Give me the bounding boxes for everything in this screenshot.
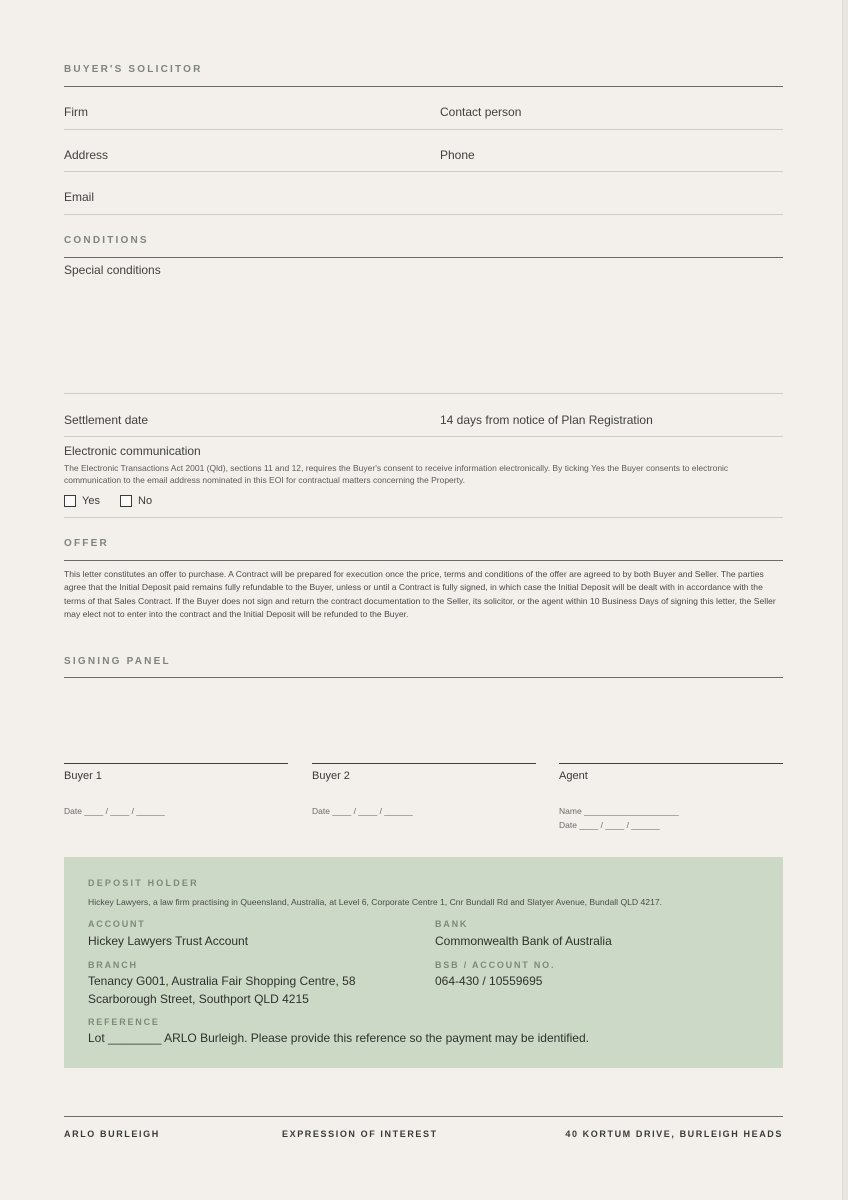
bsb-account-value: 064-430 / 10559695	[435, 974, 543, 988]
page-edge	[842, 0, 848, 1200]
footer-right: 40 KORTUM DRIVE, BURLEIGH HEADS	[565, 1129, 783, 1139]
field-rule	[64, 517, 783, 518]
field-rule	[64, 129, 783, 130]
consent-no-option[interactable]	[120, 492, 152, 510]
buyer1-label: Buyer 1	[64, 770, 102, 782]
consent-yes-option[interactable]	[64, 492, 100, 510]
field-rule	[64, 393, 783, 394]
agent-date-field[interactable]: Date ____ / ____ / ______	[559, 820, 660, 830]
agent-label: Agent	[559, 770, 588, 782]
section-rule	[64, 677, 783, 678]
account-label: ACCOUNT	[88, 919, 146, 929]
buyer2-signature-line[interactable]	[312, 763, 536, 764]
branch-label: BRANCH	[88, 960, 138, 970]
buyer1-signature-line[interactable]	[64, 763, 288, 764]
footer-center: EXPRESSION OF INTEREST	[282, 1129, 438, 1139]
section-heading-signing-panel: SIGNING PANEL	[64, 656, 171, 667]
deposit-holder-intro: Hickey Lawyers, a law firm practising in Queensland, Australia, at Level 6, Corporate Centre 1, Cnr Bundall Rd and Slatyer Avenue, Bundall QLD 4217.	[88, 897, 663, 907]
section-heading-buyers-solicitor: BUYER'S SOLICITOR	[64, 64, 203, 75]
section-rule	[64, 560, 783, 561]
email-field-label[interactable]: Email	[64, 190, 95, 204]
account-value: Hickey Lawyers Trust Account	[88, 934, 249, 948]
electronic-communication-text: The Electronic Transactions Act 2001 (Qld), sections 11 and 12, requires the Buyer's consent to receive information electronically. By ticking Yes the Buyer consents to electronic communication to the email address nominated in this EOI for contractual matters concerning the Property.	[64, 463, 729, 485]
firm-field-label[interactable]: Firm	[64, 105, 88, 119]
no-checkbox[interactable]	[120, 495, 132, 507]
reference-label: REFERENCE	[88, 1017, 160, 1027]
yes-label: Yes	[82, 494, 100, 507]
field-rule	[64, 171, 783, 172]
agent-name-field[interactable]: Name ____________________	[559, 806, 679, 816]
no-label: No	[138, 494, 153, 507]
footer-left: ARLO BURLEIGH	[64, 1129, 160, 1139]
field-rule	[64, 214, 783, 215]
reference-value: Lot ________ ARLO Burleigh. Please provide this reference so the payment may be identified.	[88, 1031, 589, 1045]
yes-checkbox[interactable]	[64, 495, 76, 507]
section-heading-offer: OFFER	[64, 538, 109, 549]
bank-value: Commonwealth Bank of Australia	[435, 934, 612, 948]
branch-value-line2: Scarborough Street, Southport QLD 4215	[88, 992, 309, 1006]
settlement-date-label: Settlement date	[64, 413, 149, 427]
phone-field-label[interactable]: Phone	[440, 148, 475, 162]
settlement-date-value: 14 days from notice of Plan Registration	[440, 413, 653, 427]
buyer2-date-field[interactable]: Date ____ / ____ / ______	[312, 806, 413, 816]
section-heading-conditions: CONDITIONS	[64, 235, 149, 246]
footer-rule	[64, 1116, 783, 1117]
buyer1-date-field[interactable]: Date ____ / ____ / ______	[64, 806, 165, 816]
special-conditions-label[interactable]: Special conditions	[64, 263, 161, 277]
buyer2-label: Buyer 2	[312, 770, 350, 782]
offer-text: This letter constitutes an offer to purchase. A Contract will be prepared for execution once the price, terms and conditions of the offer are agreed to by both Buyer and Seller. The parties agree that the Initial Deposit paid remains fully refundable to the Buyer, unless or until a Contract is fully signed, in which case the Initial Deposit will be dealt with in accordance with the terms of that Sales Contract. If the Buyer does not sign and return the contract documentation to the Seller, its solicitor, or the agent within 10 Business Days of signing this letter, the Seller may elect not to enter into the contract and the Initial Deposit will be refunded to the Buyer.	[64, 569, 776, 619]
field-rule	[64, 436, 783, 437]
branch-value-line1: Tenancy G001, Australia Fair Shopping Centre, 58	[88, 974, 356, 988]
deposit-holder-heading: DEPOSIT HOLDER	[88, 878, 199, 888]
bank-label: BANK	[435, 919, 469, 929]
section-rule	[64, 86, 783, 87]
section-rule	[64, 257, 783, 258]
address-field-label[interactable]: Address	[64, 148, 109, 162]
bsb-account-label: BSB / ACCOUNT NO.	[435, 960, 556, 970]
contact-person-field-label[interactable]: Contact person	[440, 105, 522, 119]
deposit-holder-panel	[64, 857, 783, 1068]
agent-signature-line[interactable]	[559, 763, 783, 764]
electronic-communication-label: Electronic communication	[64, 444, 201, 458]
